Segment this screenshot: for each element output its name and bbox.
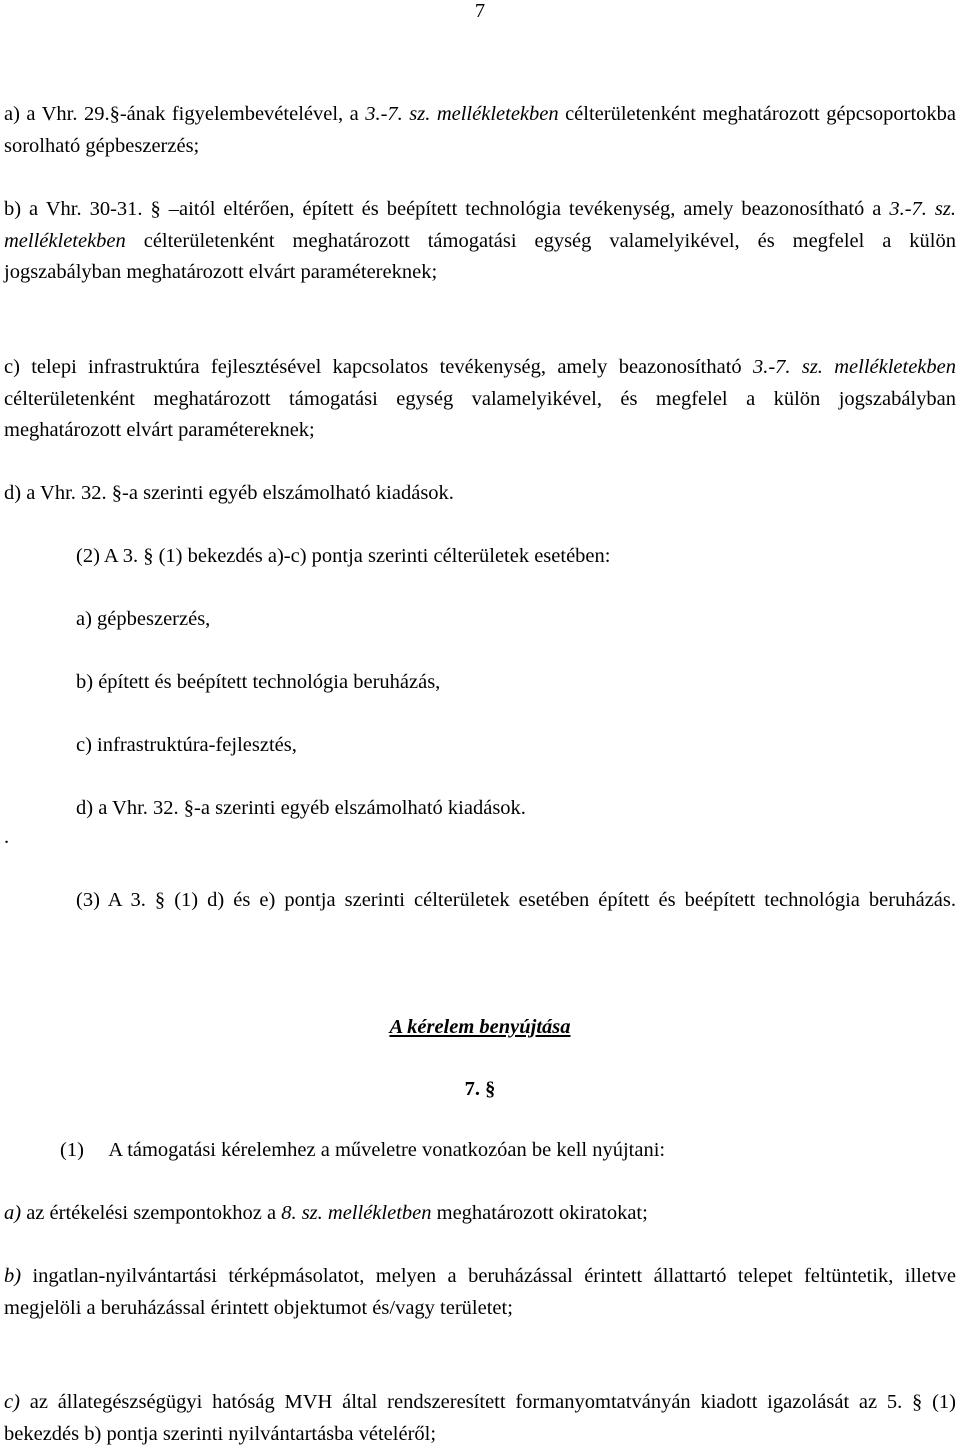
paragraph-2-intro: (2) A 3. § (1) bekezdés a)-c) pontja szerinti célterületek esetében: [76, 545, 611, 567]
list-item-7a: a) az értékelési szempontokhoz a 8. sz. mellékletben meghatározott okiratokat; [4, 1202, 648, 1224]
section-number: 7. § [464, 1078, 496, 1100]
list-item-2d: d) a Vhr. 32. §-a szerinti egyéb elszámolható kiadások. [76, 797, 526, 819]
paragraph-7-1: (1) A támogatási kérelemhez a műveletre vonatkozóan be kell nyújtani: [60, 1139, 666, 1161]
paragraph-1d: d) a Vhr. 32. §-a szerinti egyéb elszámolható kiadások. [4, 482, 454, 504]
list-item-7b: b) ingatlan-nyilvántartási térképmásolatot, melyen a beruházással érintett állattartó telepet feltüntetik, illetve megjelöli a beruházással érintett objektumot és/vagy területet; [4, 1265, 956, 1319]
section-heading: A kérelem benyújtása [389, 1016, 571, 1038]
list-item-2b: b) épített és beépített technológia beruházás, [76, 671, 441, 693]
list-item-2a: a) gépbeszerzés, [76, 608, 211, 630]
stray-dot: . [4, 826, 10, 848]
paragraph-3: (3) A 3. § (1) d) és e) pontja szerinti célterületek esetében épített és beépített technológia beruházás. [76, 889, 956, 911]
paragraph-1b: b) a Vhr. 30-31. § –aitól eltérően, épített és beépített technológia tevékenység, amely beazonosítható a 3.-7. sz. mellékletekben célterületenként meghatározott támogatási egység valamelyikével, és megfelel a külön jogszabályban meghatározott elvárt paramétereknek; [4, 198, 956, 283]
list-item-7c: c) az állategészségügyi hatóság MVH által rendszeresített formanyomtatványán kiadott igazolását az 5. § (1) bekezdés b) pontja szerinti nyilvántartásba vételéről; [4, 1391, 956, 1445]
list-item-2c: c) infrastruktúra-fejlesztés, [76, 734, 297, 756]
paragraph-1a: a) a Vhr. 29.§-ának figyelembevételével, a 3.-7. sz. mellékletekben célterületenként meghatározott gépcsoportokba sorolható gépbeszerzés; [4, 103, 956, 157]
paragraph-1c: c) telepi infrastruktúra fejlesztésével kapcsolatos tevékenység, amely beazonosítható 3.-7. sz. mellékletekben célterületenként meghatározott támogatási egység valamelyikével, és megfelel a külön jogszabályban meghatározott elvárt paramétereknek; [4, 356, 957, 441]
page-number: 7 [474, 0, 486, 22]
